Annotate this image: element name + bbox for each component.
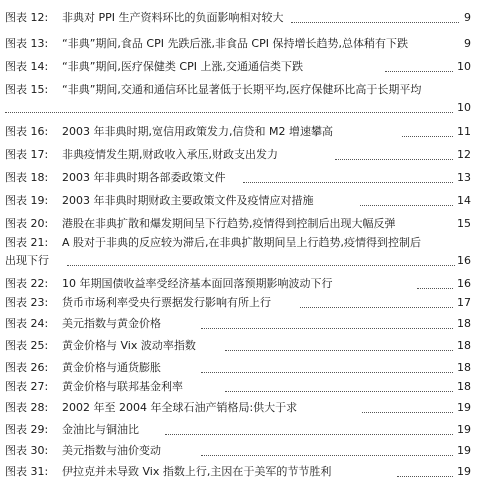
toc-entry-label: 图表 18: <box>5 171 49 184</box>
dot-leader <box>402 136 453 137</box>
toc-entry-label: 图表 25: <box>5 339 49 352</box>
dot-leader <box>225 391 453 392</box>
toc-entry-title: 2003 年非典时期财政主要政策文件及疫情应对措施 <box>62 194 314 207</box>
toc-entry-label: 图表 17: <box>5 148 49 161</box>
toc-entry-label: 图表 28: <box>5 401 49 414</box>
toc-entry-label: 图表 24: <box>5 317 49 330</box>
toc-entry-title: 金油比与铜油比 <box>62 423 139 436</box>
toc-entry-label: 图表 29: <box>5 423 49 436</box>
dot-leader <box>291 22 459 23</box>
toc-entry-title: 黄金价格与联邦基金利率 <box>62 380 183 393</box>
toc-entry-title: A 股对于非典的反应较为滞后,在非典扩散期间呈上行趋势,疫情得到控制后 <box>62 236 422 249</box>
toc-entry-page: 16 <box>457 277 471 290</box>
dot-leader <box>362 412 453 413</box>
toc-entry-page: 11 <box>457 125 471 138</box>
dot-leader <box>5 112 453 113</box>
toc-entry-title-continuation: 出现下行 <box>5 254 49 267</box>
toc-entry-label: 图表 31: <box>5 465 49 478</box>
toc-entry-title: 非典疫情发生期,财政收入承压,财政支出发力 <box>62 148 278 161</box>
toc-entry[interactable] <box>5 236 471 268</box>
toc-entry-page: 9 <box>464 11 471 24</box>
toc-entry-label: 图表 16: <box>5 125 49 138</box>
toc-entry-title: “非典”期间,医疗保健类 CPI 上涨,交通通信类下跌 <box>62 60 303 73</box>
toc-entry-page: 18 <box>457 317 471 330</box>
toc-entry-title: 黄金价格与 Vix 波动率指数 <box>62 339 196 352</box>
toc-entry-title: 2003 年非典时期,宽信用政策发力,信贷和 M2 增速攀高 <box>62 125 333 138</box>
dot-leader <box>243 182 453 183</box>
toc-entry-title: “非典”期间,交通和通信环比显著低于长期平均,医疗保健环比高于长期平均 <box>62 83 422 96</box>
dot-leader <box>300 307 453 308</box>
toc-entry-title: 港股在非典扩散和爆发期间呈下行趋势,疫情得到控制后出现大幅反弹 <box>62 217 396 230</box>
toc-entry-title: 2003 年非典时期各部委政策文件 <box>62 171 226 184</box>
toc-entry-title: 伊拉克并未导致 Vix 指数上行,主因在于美军的节节胜利 <box>62 465 332 478</box>
toc-entry-title: 非典对 PPI 生产资料环比的负面影响相对较大 <box>62 11 284 24</box>
toc-entry-label: 图表 13: <box>5 37 49 50</box>
toc-entry-page: 14 <box>457 194 471 207</box>
dot-leader <box>201 455 453 456</box>
toc-entry-title: 10 年期国债收益率受经济基本面回落预期影响波动下行 <box>62 277 333 290</box>
toc-entry-label: 图表 27: <box>5 380 49 393</box>
toc-entry-title: 黄金价格与通货膨胀 <box>62 361 161 374</box>
toc-entry-page: 17 <box>457 296 471 309</box>
toc-entry-page: 19 <box>457 423 471 436</box>
toc-entry-page: 19 <box>457 444 471 457</box>
toc-entry-label: 图表 19: <box>5 194 49 207</box>
toc-entry-title: “非典”期间,食品 CPI 先跌后涨,非食品 CPI 保持增长趋势,总体稍有下跌 <box>62 37 408 50</box>
toc-entry-page: 18 <box>457 380 471 393</box>
toc-entry-page: 16 <box>457 254 471 267</box>
dot-leader <box>417 288 453 289</box>
toc-entry-label: 图表 14: <box>5 60 49 73</box>
toc-entry-title: 货币市场利率受央行票据发行影响有所上行 <box>62 296 271 309</box>
dot-leader <box>225 350 453 351</box>
toc-entry-title: 美元指数与黄金价格 <box>62 317 161 330</box>
dot-leader <box>335 159 453 160</box>
dot-leader <box>67 265 455 266</box>
toc-entry-page: 15 <box>457 217 471 230</box>
toc-entry-label: 图表 26: <box>5 361 49 374</box>
toc-entry-label: 图表 23: <box>5 296 49 309</box>
dot-leader <box>165 434 453 435</box>
toc-entry-label: 图表 20: <box>5 217 49 230</box>
dot-leader <box>360 205 453 206</box>
toc-entry-page: 13 <box>457 171 471 184</box>
toc-entry-page: 18 <box>457 339 471 352</box>
toc-entry[interactable] <box>5 83 471 115</box>
dot-leader <box>397 476 453 477</box>
toc-entry-label: 图表 21: <box>5 236 49 249</box>
toc-entry-label: 图表 22: <box>5 277 49 290</box>
toc-entry-label: 图表 15: <box>5 83 49 96</box>
dot-leader <box>385 71 453 72</box>
toc-entry-page: 12 <box>457 148 471 161</box>
toc-entry-page: 10 <box>457 60 471 73</box>
toc-entry-label: 图表 12: <box>5 11 49 24</box>
toc-entry-title: 美元指数与油价变动 <box>62 444 161 457</box>
toc-entry-label: 图表 30: <box>5 444 49 457</box>
dot-leader <box>201 328 453 329</box>
toc-entry-page: 18 <box>457 361 471 374</box>
toc-entry-page: 19 <box>457 465 471 478</box>
toc-entry-page: 9 <box>464 37 471 50</box>
toc-entry-page: 19 <box>457 401 471 414</box>
toc-entry-page: 10 <box>457 101 471 114</box>
dot-leader <box>201 372 453 373</box>
toc-entry-title: 2002 年至 2004 年全球石油产销格局:供大于求 <box>62 401 298 414</box>
